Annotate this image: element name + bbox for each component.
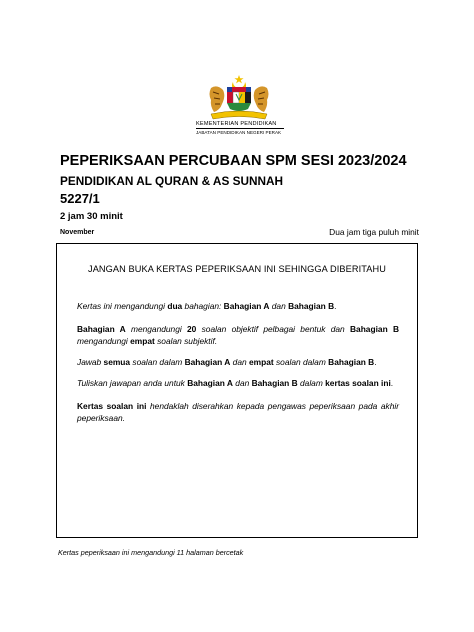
ministry-name: KEMENTERIAN PENDIDIKAN [196,121,277,127]
do-not-open-warning: JANGAN BUKA KERTAS PEPERIKSAAN INI SEHINGGA DIBERITAHU [88,264,386,274]
state-department-name: JABATAN PENDIDIKAN NEGERI PERAK [196,130,282,135]
instruction-submit-paper: Kertas soalan ini hendaklah diserahkan kepada pengawas peperiksaan pada akhir peperiksaan. [77,401,399,423]
instruction-answer-questions: Jawab semua soalan dalam Bahagian A dan empat soalan dalam Bahagian B. [77,357,377,367]
exam-title: PEPERIKSAAN PERCUBAAN SPM SESI 2023/2024 [60,153,407,169]
subject-name: PENDIDIKAN AL QURAN & AS SUNNAH [60,174,284,188]
instruction-section-contents: Bahagian A mengandungi 20 soalan objektif pelbagai bentuk dan Bahagian B mengandungi empat soalan subjektif. [77,324,399,346]
exam-duration: 2 jam 30 minit [60,211,123,222]
malaysia-coat-of-arms-icon [203,74,275,122]
instruction-paper-sections: Kertas ini mengandungi dua bahagian: Bahagian A dan Bahagian B. [77,301,337,311]
instruction-box-left-border [56,243,57,537]
instruction-box-top-border [56,243,418,244]
ministry-rule [196,128,284,129]
ministry-label [196,121,286,136]
exam-month: November [60,229,95,236]
instruction-box-right-border [417,243,418,537]
instruction-box-bottom-border [56,537,418,538]
exam-duration-words: Dua jam tiga puluh minit [329,227,419,237]
paper-code: 5227/1 [60,191,100,206]
page-count-note: Kertas peperiksaan ini mengandungi 11 halaman bercetak [58,548,244,557]
instruction-write-answers: Tuliskan jawapan anda untuk Bahagian A dan Bahagian B dalam kertas soalan ini. [77,378,394,388]
